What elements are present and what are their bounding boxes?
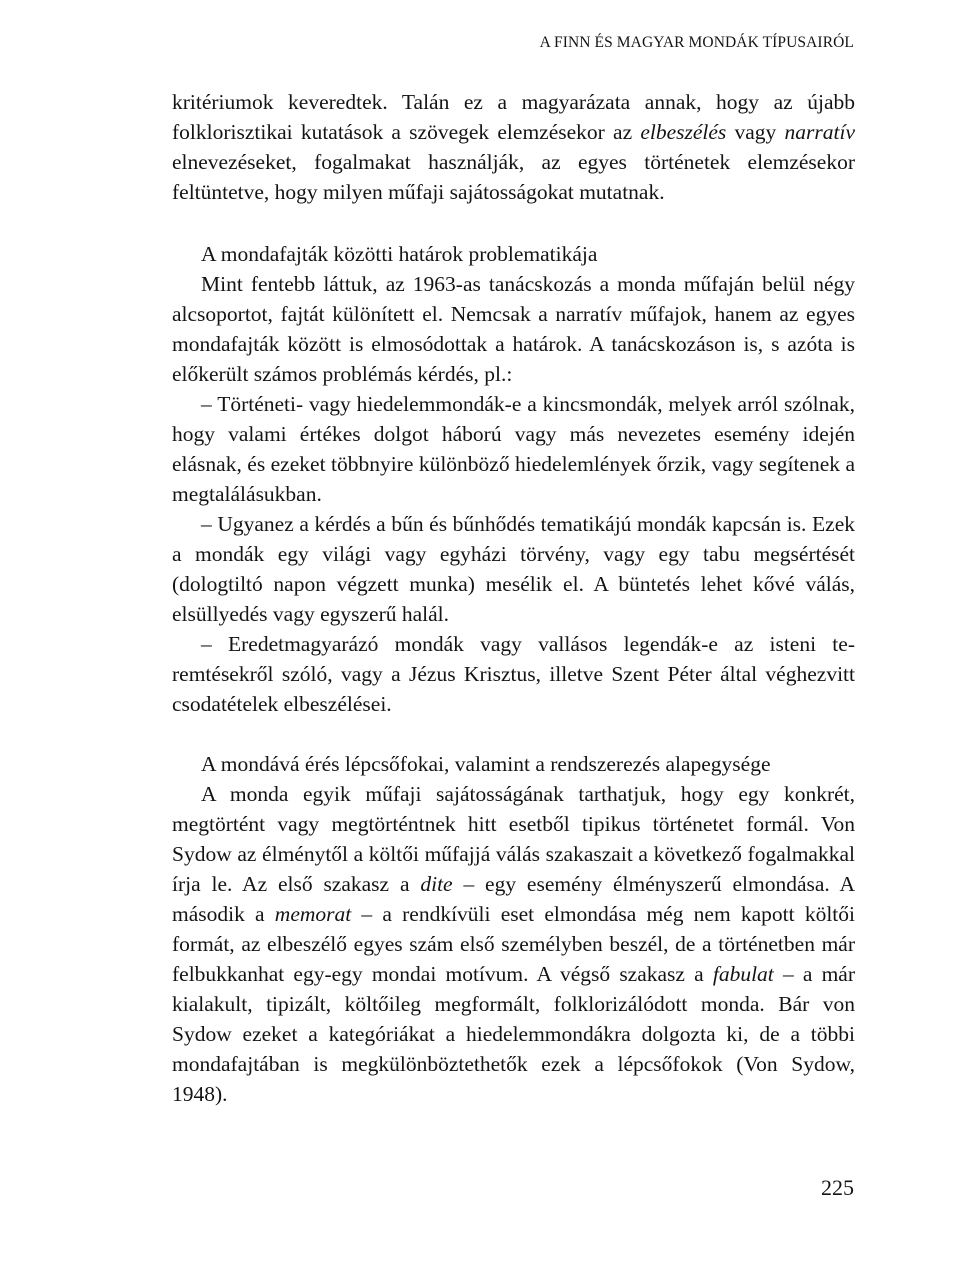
- stages-text-3: – a rendkívüli eset elmondása még nem kapott költői formát, az elbeszélő egyes szám első személyben beszél, de a történetben már felbukkanhat egy-egy mondai motívum. A végső szakasz a: [172, 902, 855, 986]
- intro-text-3: elnevezéseket, fogalmakat használják, az egyes történetek elemzésekor feltüntetve, hogy milyen műfaji sajátosságokat mutatnak.: [172, 150, 855, 204]
- term-memorat: memorat: [274, 902, 352, 926]
- intro-paragraph: [172, 87, 855, 207]
- spacer: [172, 719, 855, 749]
- stages-text-2: – egy esemény élményszerű elmondása. A második a: [172, 872, 855, 926]
- list-item-origin-legends: – Eredetmagyarázó mondák vagy vallásos legendák-e az isteni teremtésekről szóló, vagy a Jézus Krisztus, illetve Szent Péter által véghezvitt csodatételek elbeszélései.: [172, 632, 855, 716]
- intro-text-1: kritériumok keveredtek. Talán ez a magyarázata annak, hogy az újabb folklorisztikai kutatások a szövegek elemzésekor az: [172, 90, 855, 144]
- stages-text-4: – a már kialakult, tipizált, költőileg megformált, folklorizálódott monda. Bár von Sydow ezeket a kategóriákat a hiedelemmondákra dolgozta ki, de a többi mondafajtában is megkülönböztethetők ezek a lépcsőfokok (Von Sydow, 1948).: [172, 962, 856, 1106]
- section-paragraph-stages: [172, 779, 855, 1109]
- spacer: [172, 207, 855, 239]
- list-item-sin-punishment: – Ugyanez a kérdés a bűn és bűnhődés tematikájú mondák kapcsán is. Ezek a mondák egy világi vagy egyházi törvény, vagy egy tabu megsértését (dologtiltó napon végzett munka) mesélik el. A büntetés lehet kővé válás, elsüllyedés vagy egyszerű halál.: [172, 512, 855, 626]
- intro-text-2: vagy: [726, 120, 785, 144]
- term-dite: dite: [420, 872, 453, 896]
- intro-term-elbeszeles: elbeszélés: [640, 120, 727, 144]
- section-paragraph-boundaries: Mint fentebb láttuk, az 1963-as tanácskozás a monda műfaján belül négy alcsoportot, fajtát különített el. Nemcsak a narratív műfajok, hanem az egyes mondafajták között is elmosódottak a határok. A tanácskozáson is, s azóta is előkerült számos problémás kérdés, pl.:: [172, 272, 855, 386]
- section-heading-boundaries: A mondafajták közötti határok problematikája: [201, 242, 598, 266]
- section-heading-stages: A mondává érés lépcsőfokai, valamint a rendszerezés alapegysége: [201, 752, 771, 776]
- running-head: A FINN ÉS MAGYAR MONDÁK TÍPUSAIRÓL: [539, 34, 854, 51]
- stages-text-1: A monda egyik műfaji sajátosságának tarthatjuk, hogy egy konkrét, megtörtént vagy megtörténtnek hitt esetből tipikus történetet formál. Von Sydow az élménytől a költői műfajjá válás szakaszait a következő fogalmakkal írja le. Az első szakasz a: [172, 782, 855, 896]
- term-fabulat: fabulat: [712, 962, 774, 986]
- page-number: 225: [821, 1175, 854, 1200]
- intro-term-narrativ: narratív: [784, 120, 855, 144]
- list-item-treasure-legends: – Történeti- vagy hiedelemmondák-e a kincsmondák, melyek arról szólnak, hogy valami értékes dolgot háború vagy más nevezetes esemény idején elásnak, és ezeket többnyire különböző hiedelemlények őrzik, vagy segítenek a megtalálásukban.: [172, 392, 855, 506]
- body-text: [172, 87, 855, 1109]
